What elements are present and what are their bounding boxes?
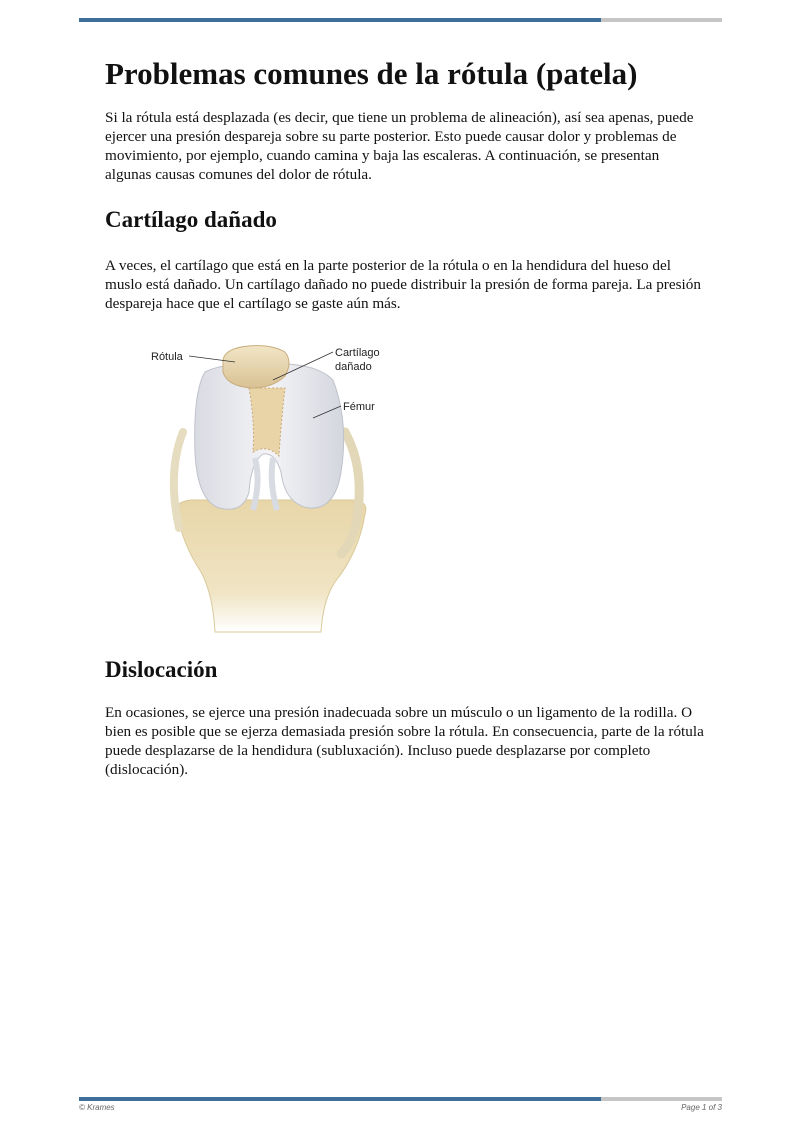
header-rule-grey — [601, 18, 722, 22]
label-cartilago-line1: Cartílago — [335, 347, 380, 359]
label-cartilago-line2: dañado — [335, 361, 372, 373]
header-rule-accent — [79, 18, 601, 22]
knee-diagram — [145, 332, 395, 637]
footer-rule-grey — [601, 1097, 722, 1101]
section-body-dislocacion: En ocasiones, se ejerce una presión inadecuada sobre un músculo o un ligamento de la rodilla. O bien es posible que se ejerza demasiada presión sobre la rótula. En consecuencia, parte de la rótula puede desplazarse de la hendidura (subluxación). Incluso puede desplazarse por completo (dislocación). — [105, 704, 704, 778]
footer-rule-accent — [79, 1097, 601, 1101]
section-heading-dislocacion: Dislocación — [105, 657, 218, 682]
page-title: Problemas comunes de la rótula (patela) — [105, 56, 638, 91]
knee-illustration — [145, 332, 395, 637]
section-heading-cartilago: Cartílago dañado — [105, 207, 277, 232]
tibia-bone — [177, 500, 366, 632]
intro-paragraph: Si la rótula está desplazada (es decir, que tiene un problema de alineación), así sea apenas, puede ejercer una presión despareja sobre su parte posterior. Esto puede causar dolor y problemas de movimiento, por ejemplo, cuando camina y baja las escaleras. A continuación, se presentan algunas causas comunes del dolor de rótula. — [105, 109, 694, 183]
footer-rule — [79, 1097, 722, 1101]
damaged-cartilage — [249, 388, 285, 456]
label-rotula: Rótula — [151, 351, 183, 363]
label-femur: Fémur — [343, 401, 375, 413]
footer-page-number: Page 1 of 3 — [681, 1103, 722, 1112]
header-rule — [79, 18, 722, 22]
footer-copyright: © Krames — [79, 1103, 115, 1112]
section-body-cartilago: A veces, el cartílago que está en la parte posterior de la rótula o en la hendidura del hueso del muslo está dañado. Un cartílago dañado no puede distribuir la presión de forma pareja. La presión despareja hace que el cartílago se gaste aún más. — [105, 257, 701, 312]
